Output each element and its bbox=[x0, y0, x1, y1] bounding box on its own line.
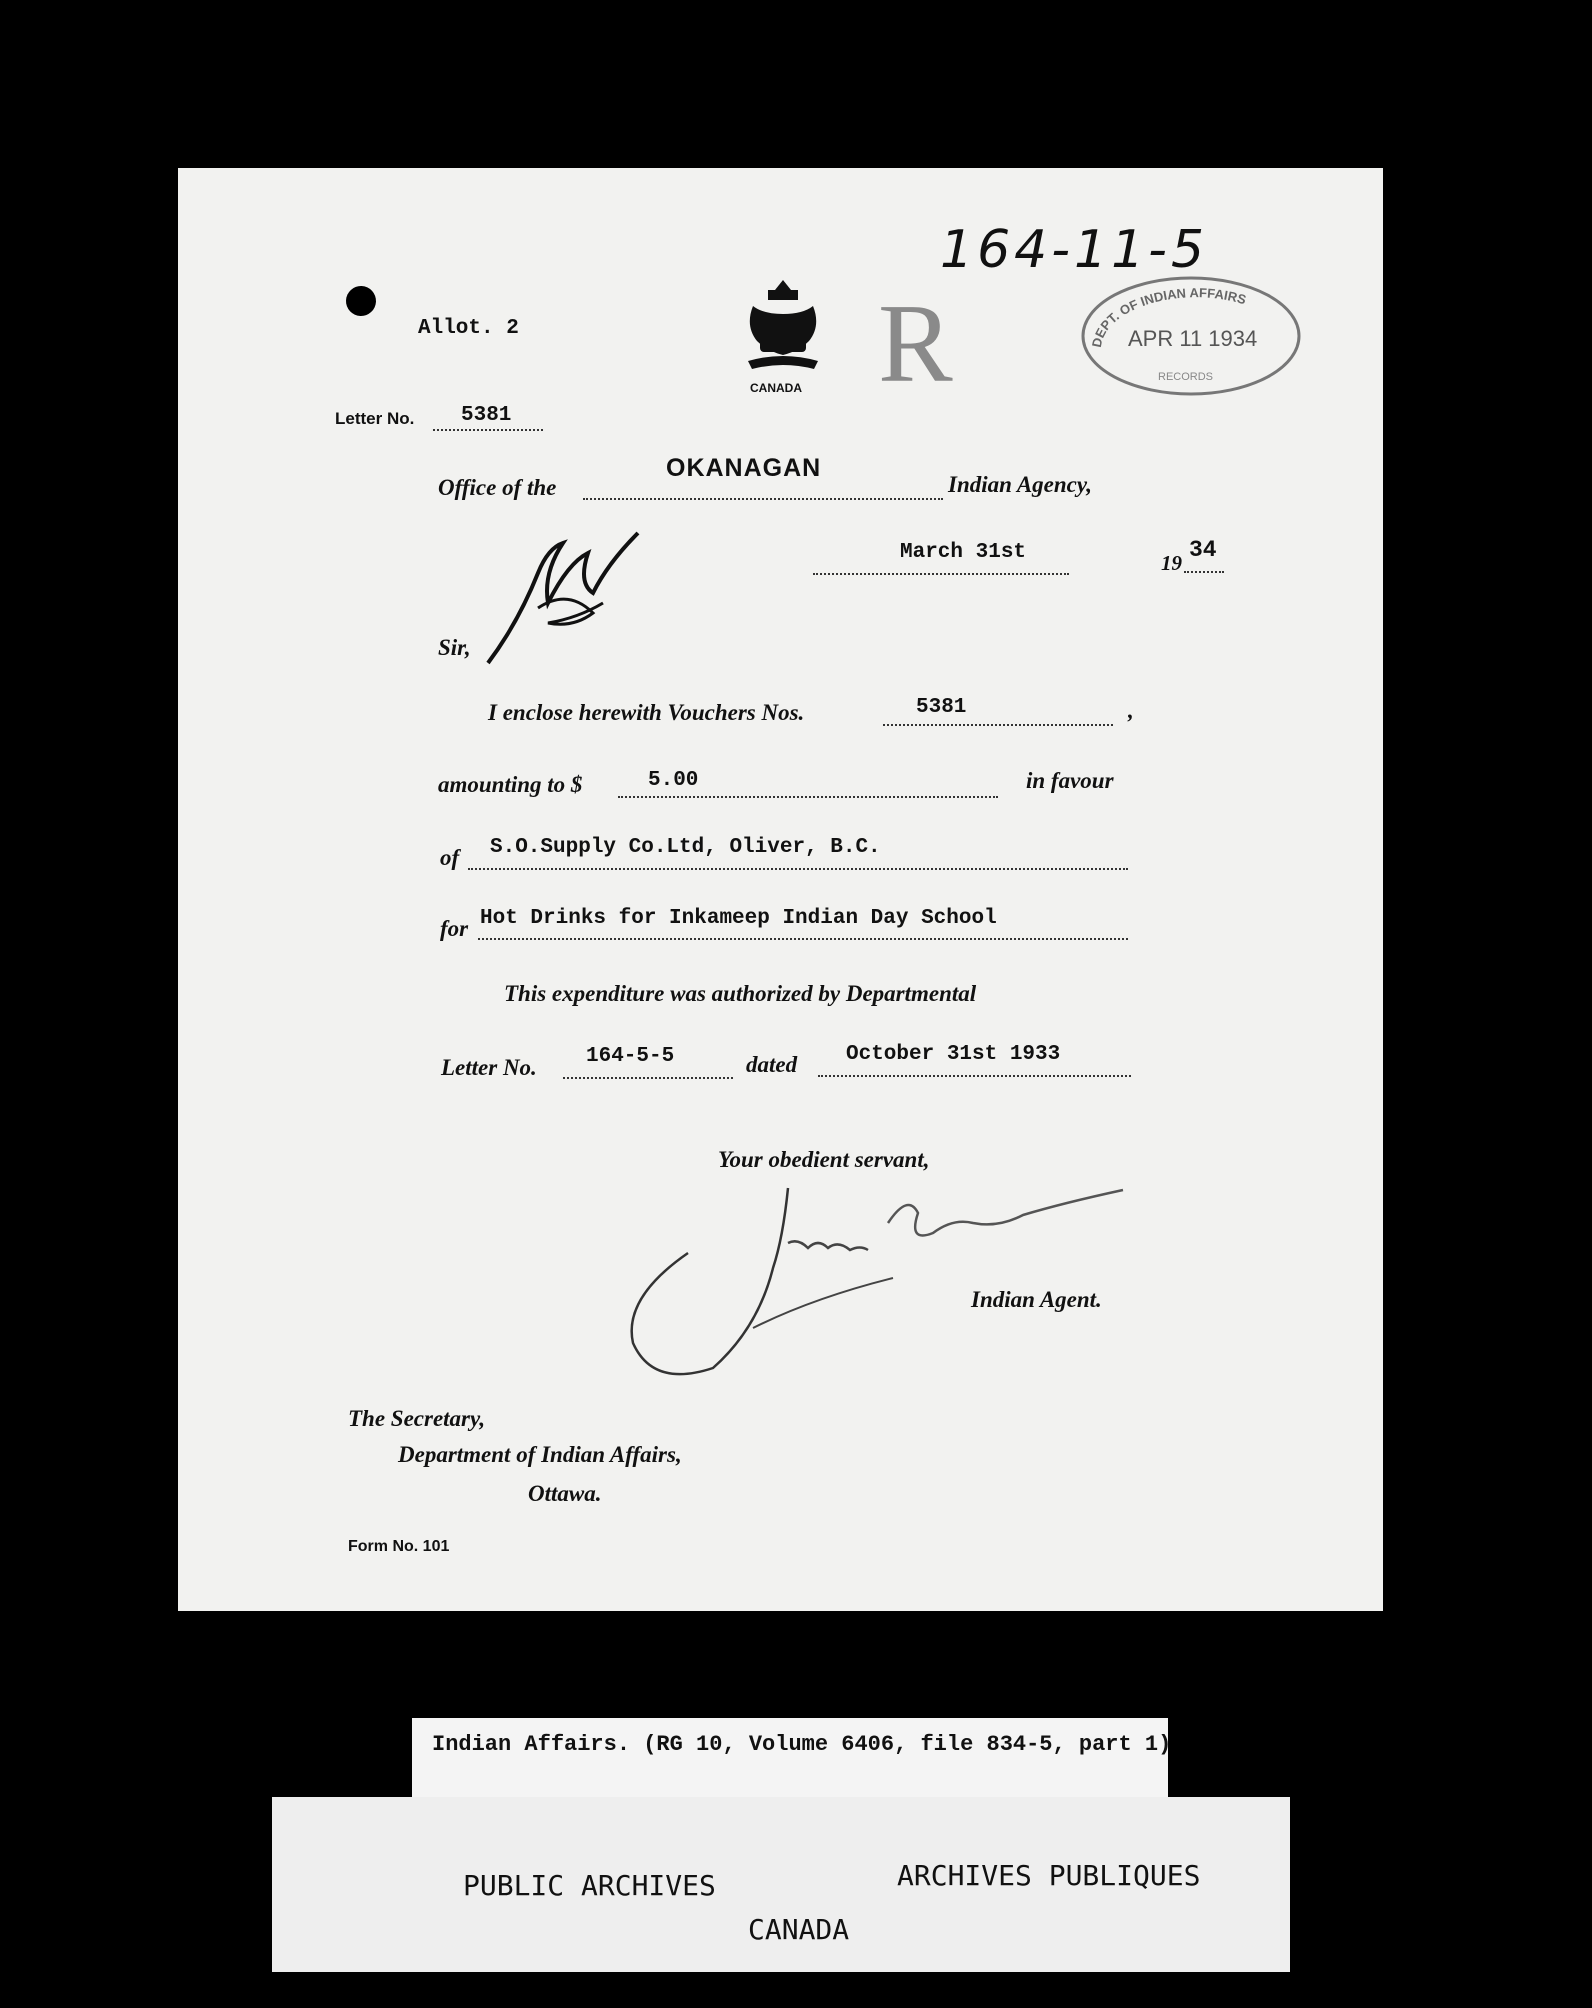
purpose-value: Hot Drinks for Inkameep Indian Day School bbox=[480, 907, 997, 930]
letter-number-line bbox=[433, 429, 543, 431]
vouchers-label: I enclose herewith Vouchers Nos. bbox=[488, 700, 805, 725]
amount-label: amounting to $ bbox=[438, 772, 583, 797]
letter-number-value: 5381 bbox=[461, 404, 512, 427]
date-month-day: March 31st bbox=[900, 541, 1027, 564]
archive-stamp-label bbox=[272, 1797, 1290, 1972]
authorization-letter-value: 164-5-5 bbox=[586, 1045, 675, 1068]
office-line bbox=[583, 498, 943, 500]
vouchers-line bbox=[883, 724, 1113, 726]
addressee-line-1: The Secretary, bbox=[348, 1406, 486, 1431]
stamp-bottom-text: RECORDS bbox=[1158, 371, 1214, 383]
authorization-dated-line bbox=[818, 1075, 1131, 1077]
punch-hole-mark bbox=[342, 282, 380, 320]
amount-value: 5.00 bbox=[648, 769, 699, 792]
handwritten-file-number: 164-11-5 bbox=[940, 220, 1209, 280]
office-label: Office of the bbox=[438, 475, 557, 500]
authorization-dated-label: dated bbox=[746, 1052, 798, 1077]
vouchers-trailing: , bbox=[1128, 698, 1134, 723]
stamp-date: APR 11 1934 bbox=[1128, 326, 1258, 351]
closing: Your obedient servant, bbox=[718, 1147, 930, 1172]
date-year: 34 bbox=[1189, 537, 1217, 563]
agency-name: OKANAGAN bbox=[666, 454, 822, 482]
signatory-title: Indian Agent. bbox=[971, 1287, 1102, 1312]
authorization-dated-value: October 31st 1933 bbox=[846, 1043, 1061, 1066]
payee-label: of bbox=[440, 845, 460, 870]
date-line bbox=[813, 573, 1069, 575]
document-page bbox=[178, 168, 1383, 1611]
archive-reference-label bbox=[412, 1718, 1172, 1808]
payee-line bbox=[468, 868, 1128, 870]
vouchers-value: 5381 bbox=[916, 696, 967, 719]
addressee-line-2: Department of Indian Affairs, bbox=[398, 1442, 682, 1467]
registry-mark: R bbox=[878, 282, 953, 406]
received-date-stamp bbox=[1076, 268, 1306, 403]
archive-country: CANADA bbox=[748, 1913, 850, 1946]
agent-signature-mark bbox=[588, 1183, 1128, 1383]
date-century: 19 bbox=[1161, 551, 1182, 575]
form-number: Form No. 101 bbox=[348, 1538, 450, 1555]
salutation: Sir, bbox=[438, 635, 471, 660]
archive-reference: Indian Affairs. (RG 10, Volume 6406, file 834-5, part 1) bbox=[432, 1732, 1172, 1757]
handwritten-initials-mark bbox=[478, 528, 658, 668]
authorization-letter-label: Letter No. bbox=[441, 1055, 537, 1080]
crest-label: CANADA bbox=[750, 381, 802, 395]
letter-number-label: Letter No. bbox=[335, 409, 415, 428]
authorization-letter-line bbox=[563, 1077, 733, 1079]
agency-label: Indian Agency, bbox=[948, 472, 1092, 497]
archive-english: PUBLIC ARCHIVES bbox=[463, 1869, 716, 1902]
amount-trailing: in favour bbox=[1026, 768, 1114, 793]
payee-value: S.O.Supply Co.Ltd, Oliver, B.C. bbox=[490, 836, 881, 859]
archive-french: ARCHIVES PUBLIQUES bbox=[897, 1859, 1201, 1892]
purpose-line bbox=[478, 938, 1128, 940]
addressee-line-3: Ottawa. bbox=[528, 1481, 602, 1506]
date-year-line bbox=[1184, 571, 1224, 573]
purpose-label: for bbox=[440, 916, 469, 941]
amount-line bbox=[618, 796, 998, 798]
allotment-number: Allot. 2 bbox=[418, 317, 519, 340]
stamp-arc-text: DEPT. OF INDIAN AFFAIRS bbox=[1088, 285, 1248, 349]
canada-crest-icon bbox=[738, 276, 828, 391]
authorization-text: This expenditure was authorized by Departmental bbox=[504, 981, 977, 1006]
